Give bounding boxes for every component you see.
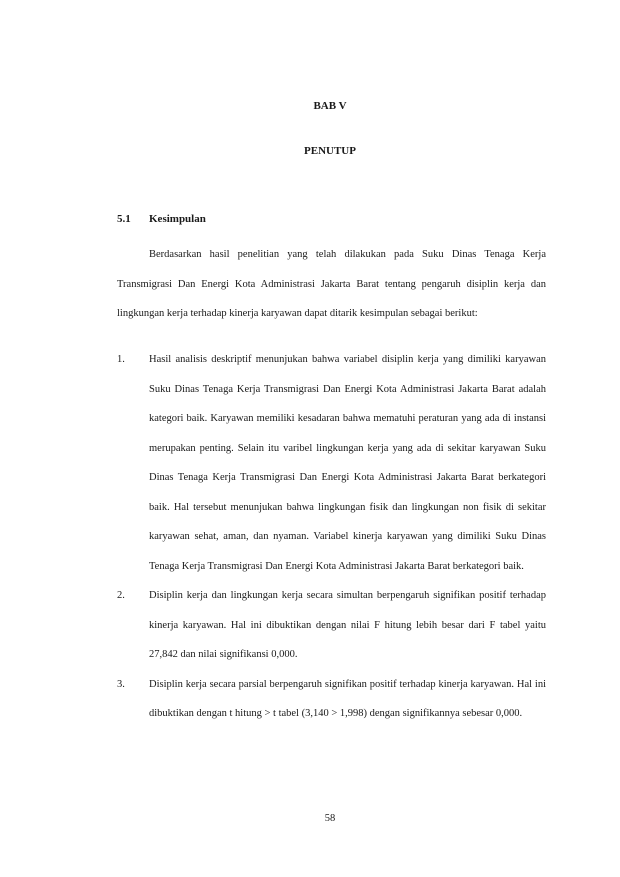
chapter-subtitle: PENUTUP bbox=[304, 145, 356, 157]
list-marker: 1. bbox=[117, 354, 125, 365]
section-number: 5.1 bbox=[117, 213, 131, 225]
list-marker: 3. bbox=[117, 678, 125, 690]
list-item bbox=[117, 345, 546, 581]
list-item-text: Disiplin kerja dan lingkungan kerja secara simultan berpengaruh signifikan positif terhadap kinerja karyawan. Hal ini dibuktikan dengan nilai F hitung lebih besar dari F tabel yaitu 27,842 dan nilai signifikansi 0,000. bbox=[149, 590, 546, 660]
list-item bbox=[117, 581, 546, 670]
intro-paragraph: Berdasarkan hasil penelitian yang telah dilakukan pada Suku Dinas Tenaga Kerja Transmigrasi Dan Energi Kota Administrasi Jakarta Barat tentang pengaruh disiplin kerja dan lingkungan kerja terhadap kinerja karyawan dapat ditarik kesimpulan sebagai berikut: bbox=[117, 249, 546, 319]
list-item bbox=[117, 670, 546, 729]
list-item-text: Hasil analisis deskriptif menunjukan bahwa variabel disiplin kerja yang dimiliki karyawan Suku Dinas Tenaga Kerja Transmigrasi Dan Energi Kota Administrasi Jakarta Barat adalah kategori baik. Karyawan memiliki kesadaran bahwa mematuhi peraturan yang ada di instansi merupakan penting. Selain itu varibel lingkungan kerja yang ada di sekitar karyawan Suku Dinas Tenaga Kerja Transmigrasi Dan Energi Kota Administrasi Jakarta Barat berkategori baik. Hal tersebut menunjukan bahwa lingkungan fisik dan lingkungan non fisik di sekitar karyawan sehat, aman, dan nyaman. Variabel kinerja karyawan yang dimiliki Suku Dinas Tenaga Kerja Transmigrasi Dan Energi Kota Administrasi Jakarta Barat berkategori baik. bbox=[149, 354, 546, 572]
page-number: 58 bbox=[324, 813, 336, 824]
list-marker: 2. bbox=[117, 590, 125, 601]
chapter-title: BAB V bbox=[313, 100, 347, 112]
list-item-text: Disiplin kerja secara parsial berpengaruh signifikan positif terhadap kinerja karyawan. Hal ini dibuktikan dengan t hitung > t tabel (3,140 > 1,998) dengan signifikannya sebesar 0,000. bbox=[149, 678, 546, 719]
section-heading bbox=[117, 213, 206, 225]
section-title: Kesimpulan bbox=[149, 213, 206, 225]
conclusion-list bbox=[117, 345, 546, 729]
